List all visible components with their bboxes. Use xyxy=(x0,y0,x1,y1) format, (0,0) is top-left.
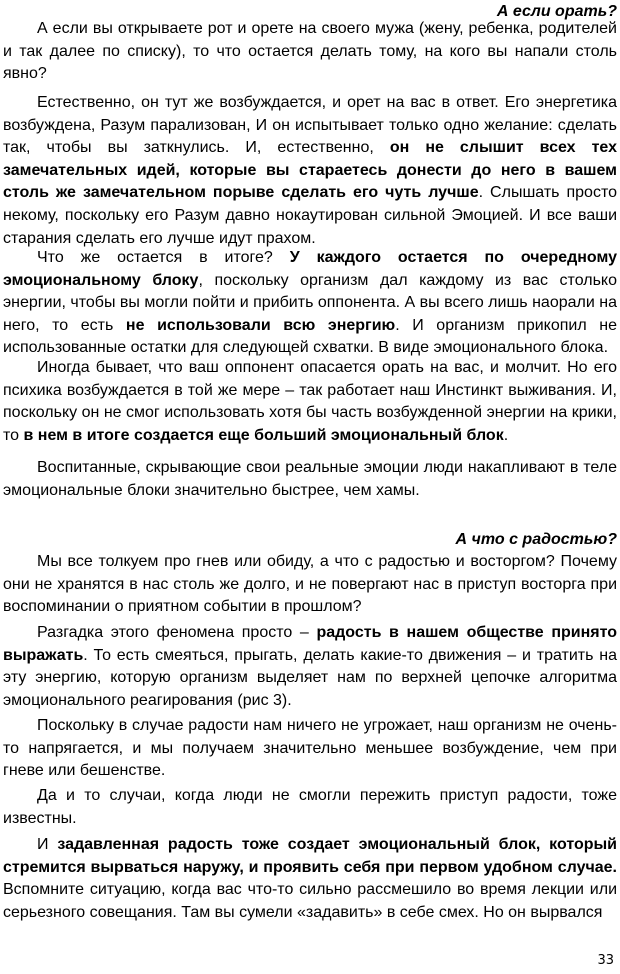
bold-text-segment: не использовали всю энергию xyxy=(125,316,396,334)
section-heading-shouting: А если орать? xyxy=(496,3,617,20)
text-segment: . И организм прикопил не использованные остатки для следующей схватки. В виде эмоционального блока. xyxy=(3,316,618,357)
paragraph xyxy=(3,457,617,502)
text-segment: Что же остается в итоге? xyxy=(37,249,290,266)
text-segment: Мы все толкуем про гнев или обиду, а что с радостью и восторгом? Почему они не хранятся в нас столь же долго, и не повергают нас в приступ восторга при воспоминании о приятном событии в прошлом? xyxy=(3,553,617,616)
text-segment: Поскольку в случае радости нам ничего не угрожает, наш организм не очень-то напрягается, и мы получаем значительно меньшее возбуждение, чем при гневе или бешенстве. xyxy=(3,717,617,780)
text-segment: . xyxy=(503,426,509,444)
text-segment: И xyxy=(37,836,58,853)
text-segment: . Слышать просто некому, поскольку его Разум давно нокаутирован сильной Эмоцией. И все ваши старания сделать его лучше идут прахом. xyxy=(3,184,617,247)
section-heading-joy: А что с радостью? xyxy=(455,531,617,548)
bold-text-segment: У каждого остается по очередному эмоциональному блоку xyxy=(3,249,617,289)
text-segment: , поскольку организм дал каждому из вас столько энергии, чтобы вы могли пойти и прибить оппонента. А вы всего лишь наорали на него, то есть xyxy=(3,271,618,334)
paragraph xyxy=(3,247,617,360)
bold-text-segment: задавленная радость тоже создает эмоциональный блок, который стремится вырваться наружу, и проявить себя при первом удобном случае. xyxy=(3,836,617,876)
paragraph xyxy=(3,715,617,783)
text-segment: Да и то случаи, когда люди не смогли пережить приступ радости, тоже известны. xyxy=(3,787,617,827)
bold-text-segment: он не слышит всех тех замечательных идей, которые вы стараетесь донести до него в вашем столь же замечательном порыве сделать его чуть лучше xyxy=(3,139,618,202)
text-segment: Естественно, он тут же возбуждается, и орет на вас в ответ. Его энергетика возбуждена, Разум парализован, И он испытывает только одно желание: сделать так, чтобы вы заткнулись. И, естественно, xyxy=(3,94,617,157)
text-segment: Воспитанные, скрывающие свои реальные эмоции люди накапливают в теле эмоциональные блоки значительно быстрее, чем хамы. xyxy=(3,459,617,499)
text-segment: А если вы открываете рот и орете на своего мужа (жену, ребенка, родителей и так далее по списку), то что остается делать тому, на кого вы напали столь явно? xyxy=(3,20,617,83)
paragraph xyxy=(3,622,617,712)
text-segment: Вспомните ситуацию, когда вас что-то сильно рассмешило во время лекции или серьезного совещания. Там вы сумели «задавить» в себе смех. Но он вырвался xyxy=(3,881,617,921)
text-segment: Иногда бывает, что ваш оппонент опасается орать на вас, и молчит. Но его психика возбуждается в той же мере – так работает наш Инстинкт выживания. И, поскольку он не смог использовать хотя бы часть возбужденной энергии на крики, то xyxy=(3,359,617,444)
paragraph xyxy=(3,834,617,924)
bold-text-segment: в нем в итоге создается еще больший эмоциональный блок xyxy=(23,426,504,444)
paragraph xyxy=(3,357,617,447)
text-segment: . То есть смеяться, прыгать, делать какие-то движения – и тратить на эту энергию, которую организм выделяет нам по верхней цепочке алгоритма эмоционального реагирования (рис 3). xyxy=(3,646,617,709)
paragraph xyxy=(3,18,617,86)
bold-text-segment: радость в нашем обществе принято выражать xyxy=(3,624,618,664)
paragraph xyxy=(3,551,617,619)
paragraph xyxy=(3,92,617,250)
text-segment: Разгадка этого феномена просто – xyxy=(37,624,317,641)
page-number: 33 xyxy=(597,953,614,968)
paragraph xyxy=(3,785,617,830)
